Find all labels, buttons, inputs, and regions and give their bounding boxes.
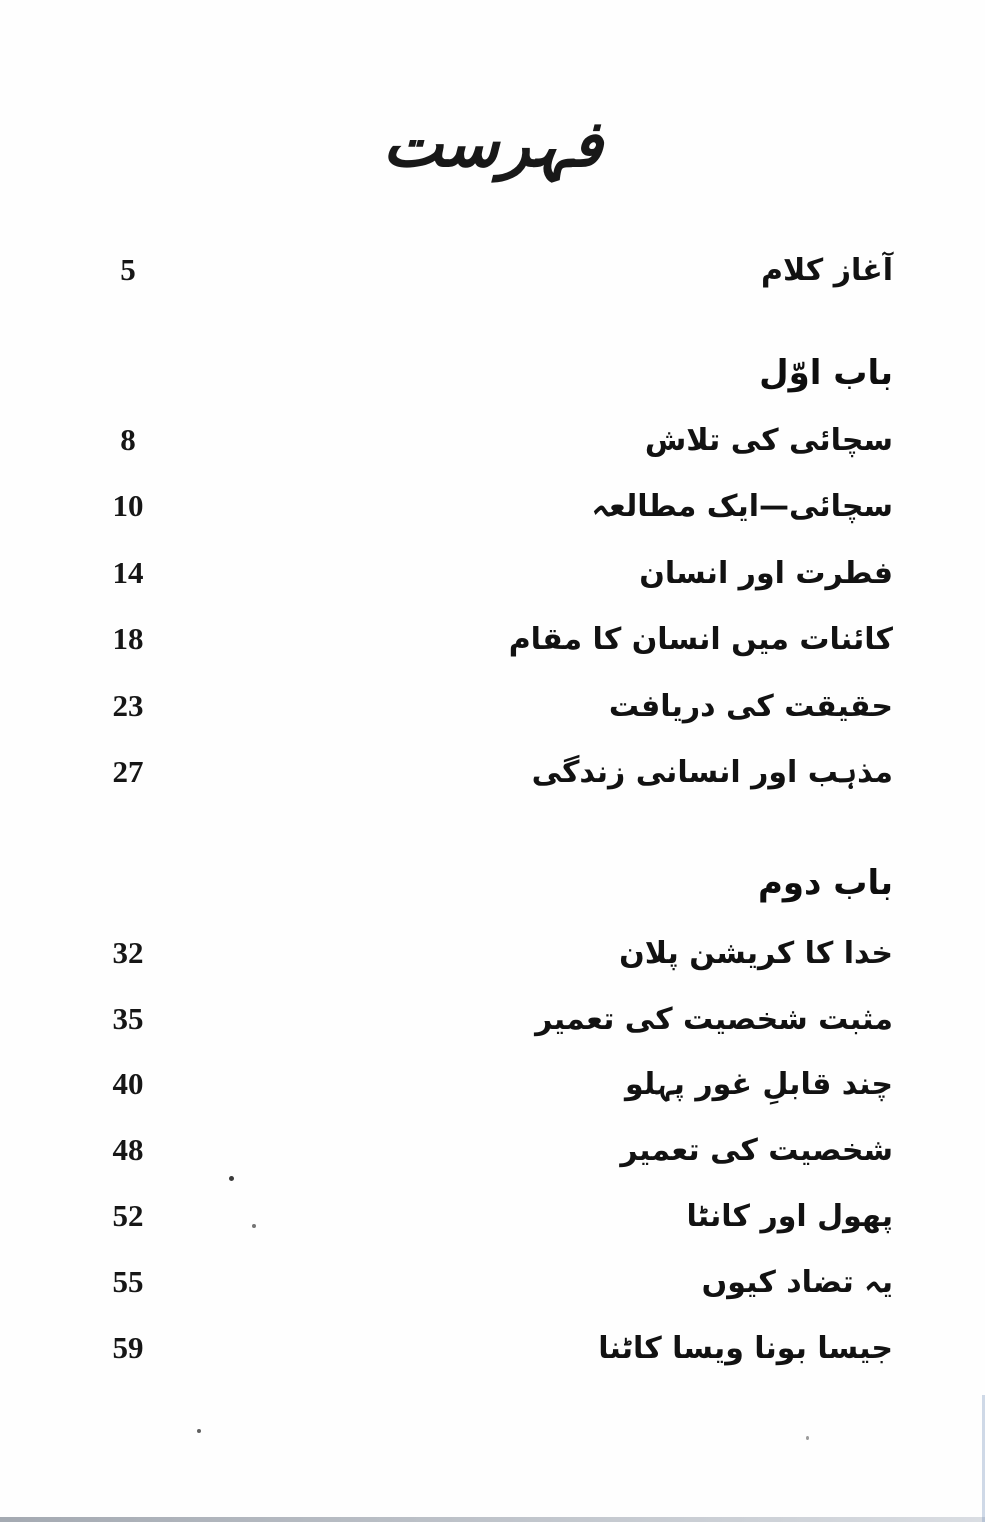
page-number: 32 [112,935,144,970]
toc-entry-row [0,1250,985,1314]
page-number: 18 [112,621,144,656]
chapter-heading: باب دوم [757,863,893,903]
page-number: 14 [112,555,144,590]
chapter-heading: باب اوّل [759,353,893,393]
toc-entry-row [0,474,985,538]
page-number: 52 [112,1198,144,1233]
scan-speckle [252,1224,256,1228]
toc-entry-row [0,238,985,302]
entry-title: سچائی کی تلاش [644,422,893,458]
entry-title: سچائی—ایک مطالعہ [591,488,893,524]
scan-speckle [806,1436,809,1440]
page-number: 35 [112,1001,144,1036]
page-number: 23 [112,688,144,723]
toc-entry-row [0,607,985,671]
entry-title: خدا کا کریشن پلان [619,935,893,971]
entry-title: یہ تضاد کیوں [701,1264,893,1300]
scan-speckle [229,1176,234,1181]
toc-entry-row [0,408,985,472]
page-title: فہرست [382,107,603,182]
entry-title: شخصیت کی تعمیر [620,1132,893,1168]
page-number: 40 [112,1066,144,1101]
toc-entry-row [0,921,985,985]
toc-entry-row [0,1118,985,1182]
toc-entry-row [0,740,985,804]
entry-title: جیسا بونا ویسا کاٹنا [598,1330,893,1366]
toc-entry-row [0,1052,985,1116]
entry-title: فطرت اور انسان [639,555,893,591]
scan-speckle [197,1429,201,1433]
toc-entry-row [0,987,985,1051]
toc-entry-row [0,1316,985,1380]
entry-title: مذہب اور انسانی زندگی [531,754,893,790]
toc-entry-row [0,1184,985,1248]
chapter-heading-row [0,340,985,406]
scan-edge-bottom [0,1517,985,1522]
entry-title: کائنات میں انسان کا مقام [508,621,893,657]
chapter-heading-row [0,850,985,916]
entry-title: مثبت شخصیت کی تعمیر [535,1001,893,1037]
page-number: 10 [112,488,144,523]
page-number: 5 [120,252,136,287]
entry-title: آغاز کلام [761,252,893,288]
page-number: 8 [120,422,136,457]
entry-title: حقیقت کی دریافت [608,688,893,724]
page-number: 59 [112,1330,144,1365]
page-number: 48 [112,1132,144,1167]
toc-entry-row [0,674,985,738]
page-number: 27 [112,754,144,789]
page-number: 55 [112,1264,144,1299]
toc-entry-row [0,541,985,605]
entry-title: پھول اور کانٹا [686,1198,893,1234]
entry-title: چند قابلِ غور پہلو [625,1066,893,1102]
